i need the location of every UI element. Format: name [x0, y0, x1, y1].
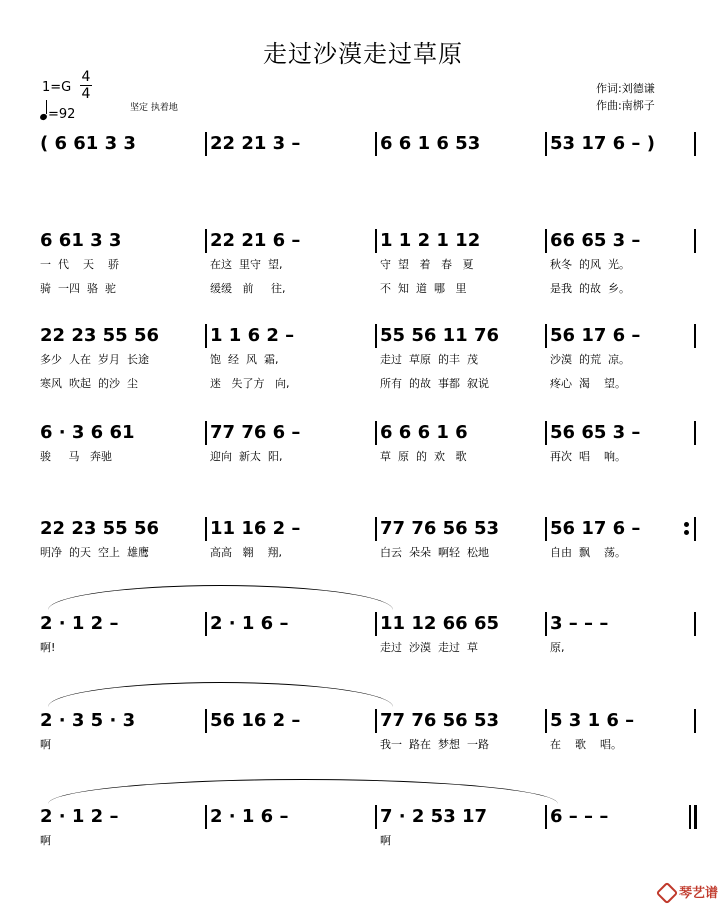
- measure-notes: 56 17 6 –: [550, 325, 641, 346]
- lyric-line-2: 迷 失了方 向,: [210, 377, 290, 390]
- lyric-line-1: 多少 人在 岁月 长途: [40, 353, 149, 366]
- lyric-line-1: 自由 飘 荡。: [550, 546, 626, 559]
- measure-notes: 2 · 1 2 –: [40, 613, 119, 634]
- lyricist: 作词:刘德谦: [596, 82, 655, 95]
- barline: [375, 612, 377, 636]
- barline: [375, 421, 377, 445]
- barline: [205, 805, 207, 829]
- lyric-line-1: 再次 唱 响。: [550, 450, 626, 463]
- lyric-line-1: 沙漠 的荒 凉。: [550, 353, 630, 366]
- expression-marking: 坚定 执着地: [130, 103, 178, 113]
- repeat-dot: [684, 522, 689, 527]
- barline: [694, 421, 696, 445]
- barline: [205, 132, 207, 156]
- phrase-slur: [48, 779, 558, 804]
- lyric-line-1: 一 代 天 骄: [40, 258, 119, 271]
- measure-notes: 6 6 1 6 53: [380, 133, 481, 154]
- barline: [694, 805, 697, 829]
- lyric-line-1: 白云 朵朵 啊轻 松地: [380, 546, 489, 559]
- barline: [694, 517, 696, 541]
- measure-notes: 6 · 3 6 61: [40, 422, 135, 443]
- lyric-line-1: 饱 经 风 霜,: [210, 353, 279, 366]
- measure-notes: 2 · 1 6 –: [210, 613, 289, 634]
- measure-notes: 22 23 55 56: [40, 325, 159, 346]
- barline: [375, 709, 377, 733]
- lyric-line-1: 我一 路在 梦想 一路: [380, 738, 489, 751]
- lyric-line-1: 在 歌 唱。: [550, 738, 622, 751]
- final-barline: [689, 805, 691, 829]
- lyric-line-1: 啊: [40, 834, 51, 847]
- repeat-dot: [684, 530, 689, 535]
- lyric-line-1: 守 望 着 春 夏: [380, 258, 474, 271]
- logo-icon: [656, 882, 679, 905]
- measure-notes: 6 – – –: [550, 806, 609, 827]
- lyric-line-1: 走过 沙漠 走过 草: [380, 641, 478, 654]
- barline: [545, 132, 547, 156]
- measure-notes: 11 16 2 –: [210, 518, 301, 539]
- phrase-slur: [48, 585, 393, 610]
- measure-notes: 77 76 56 53: [380, 518, 499, 539]
- barline: [205, 229, 207, 253]
- page-title: 走过沙漠走过草原: [263, 40, 463, 68]
- lyric-line-1: 啊: [380, 834, 391, 847]
- barline: [375, 324, 377, 348]
- lyric-line-1: 迎向 新太 阳,: [210, 450, 283, 463]
- key-signature: 1=G: [42, 80, 72, 95]
- barline: [205, 517, 207, 541]
- lyric-line-1: 在这 里守 望,: [210, 258, 283, 271]
- barline: [545, 421, 547, 445]
- measure-notes: 1 1 6 2 –: [210, 325, 295, 346]
- time-signature: [80, 70, 92, 101]
- measure-notes: 66 65 3 –: [550, 230, 641, 251]
- lyric-line-2: 寒风 吹起 的沙 尘: [40, 377, 138, 390]
- tempo-marking: [40, 104, 75, 122]
- measure-notes: 1 1 2 1 12: [380, 230, 481, 251]
- lyric-line-1: 秋冬 的风 光。: [550, 258, 630, 271]
- lyric-line-2: 疼心 渴 望。: [550, 377, 626, 390]
- measure-notes: 2 · 1 6 –: [210, 806, 289, 827]
- time-bottom: 4: [81, 86, 91, 102]
- barline: [694, 229, 696, 253]
- measure-notes: 53 17 6 – ): [550, 133, 655, 154]
- lyric-line-1: 骏 马 奔驰: [40, 450, 112, 463]
- barline: [694, 132, 696, 156]
- measure-notes: 6 61 3 3: [40, 230, 122, 251]
- measure-notes: 22 21 3 –: [210, 133, 301, 154]
- lyric-line-1: 高高 翱 翔,: [210, 546, 282, 559]
- measure-notes: 5 3 1 6 –: [550, 710, 635, 731]
- measure-notes: 2 · 1 2 –: [40, 806, 119, 827]
- barline: [545, 324, 547, 348]
- lyric-line-1: 啊!: [40, 641, 56, 654]
- lyric-line-2: 不 知 道 哪 里: [380, 282, 467, 295]
- barline: [694, 709, 696, 733]
- measure-notes: 22 23 55 56: [40, 518, 159, 539]
- barline: [205, 324, 207, 348]
- measure-notes: 56 65 3 –: [550, 422, 641, 443]
- barline: [375, 229, 377, 253]
- measure-notes: 3 – – –: [550, 613, 609, 634]
- lyric-line-2: 骑 一四 骆 驼: [40, 282, 116, 295]
- credits: [596, 80, 655, 114]
- lyric-line-1: 明净 的天 空上 雄鹰: [40, 546, 149, 559]
- site-logo: [659, 882, 718, 902]
- lyric-line-1: 原,: [550, 641, 565, 654]
- measure-notes: 6 6 6 1 6: [380, 422, 468, 443]
- barline: [694, 324, 696, 348]
- barline: [375, 132, 377, 156]
- barline: [545, 709, 547, 733]
- barline: [375, 805, 377, 829]
- measure-notes: 56 17 6 –: [550, 518, 641, 539]
- lyric-line-1: 草 原 的 欢 歌: [380, 450, 467, 463]
- barline: [545, 612, 547, 636]
- lyric-line-2: 是我 的故 乡。: [550, 282, 630, 295]
- barline: [545, 229, 547, 253]
- logo-text: 琴艺谱: [678, 885, 718, 901]
- barline: [205, 612, 207, 636]
- tempo-value: =92: [48, 107, 76, 122]
- barline: [205, 421, 207, 445]
- measure-notes: ( 6 61 3 3: [40, 133, 136, 154]
- measure-notes: 7 · 2 53 17: [380, 806, 488, 827]
- barline: [375, 517, 377, 541]
- barline: [545, 805, 547, 829]
- lyric-line-2: 所有 的故 事都 叙说: [380, 377, 489, 390]
- barline: [694, 612, 696, 636]
- measure-notes: 77 76 56 53: [380, 710, 499, 731]
- measure-notes: 77 76 6 –: [210, 422, 301, 443]
- lyric-line-1: 啊: [40, 738, 51, 751]
- measure-notes: 11 12 66 65: [380, 613, 499, 634]
- composer: 作曲:南梆子: [596, 99, 655, 112]
- phrase-slur: [48, 682, 393, 707]
- measure-notes: 2 · 3 5 · 3: [40, 710, 136, 731]
- measure-notes: 55 56 11 76: [380, 325, 499, 346]
- barline: [205, 709, 207, 733]
- barline: [545, 517, 547, 541]
- measure-notes: 56 16 2 –: [210, 710, 301, 731]
- lyric-line-2: 缓缓 前 往,: [210, 282, 286, 295]
- measure-notes: 22 21 6 –: [210, 230, 301, 251]
- lyric-line-1: 走过 草原 的丰 茂: [380, 353, 478, 366]
- quarter-note-icon: [39, 113, 48, 121]
- time-top: 4: [81, 69, 91, 85]
